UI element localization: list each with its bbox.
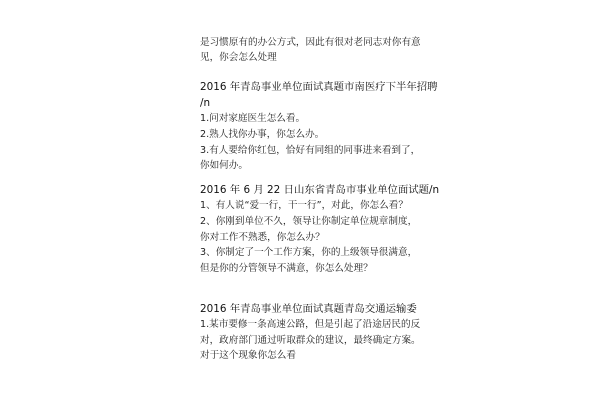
section-2-question-2-line-2: 你对工作不熟悉，你怎么办？	[200, 232, 325, 243]
section-2-question-3-line-1: 3、你制定了一个工作方案，你的上级领导很满意，	[200, 247, 418, 258]
section-2-question-1: 1、有人说“爱一行，干一行”，对此，你怎么看？	[200, 200, 408, 211]
section-1-question-3-line-1: 3.有人要给你红包，恰好有同组的同事进来看到了，	[200, 145, 421, 156]
intro-text-line-1: 是习惯原有的办公方式，因此有很对老同志对你有意	[200, 37, 421, 48]
section-2-question-3-line-2: 但是你的分管领导不满意，你怎么处理？	[200, 263, 373, 274]
section-3-question-1-line-1: 1.某市要修一条高速公路，但是引起了沿途居民的反	[200, 319, 421, 330]
section-1-question-1: 1.问对家庭医生怎么看。	[200, 113, 306, 124]
section-3-question-1-line-3: 对于这个现象你怎么看	[200, 350, 296, 361]
section-2-question-2-line-1: 2、你刚到单位不久，领导让你制定单位规章制度，	[200, 216, 418, 227]
section-1-question-2: 2.熟人找你办事，你怎么办。	[200, 129, 325, 140]
section-3-question-1-line-2: 对，政府部门通过听取群众的建议，最终确定方案。	[200, 335, 421, 346]
section-1-question-3-line-2: 你如何办。	[200, 160, 248, 171]
section-1-title-line-1: 2016 年青岛事业单位面试真题市南医疗下半年招聘	[200, 81, 438, 93]
intro-text-line-2: 见，你会怎么处理	[200, 52, 277, 63]
section-2-title: 2016 年 6 月 22 日山东省青岛市事业单位面试题/n	[200, 184, 440, 196]
section-3-title: 2016 年青岛事业单位面试真题青岛交通运输委	[200, 303, 417, 315]
section-1-title-line-2: /n	[200, 97, 211, 109]
